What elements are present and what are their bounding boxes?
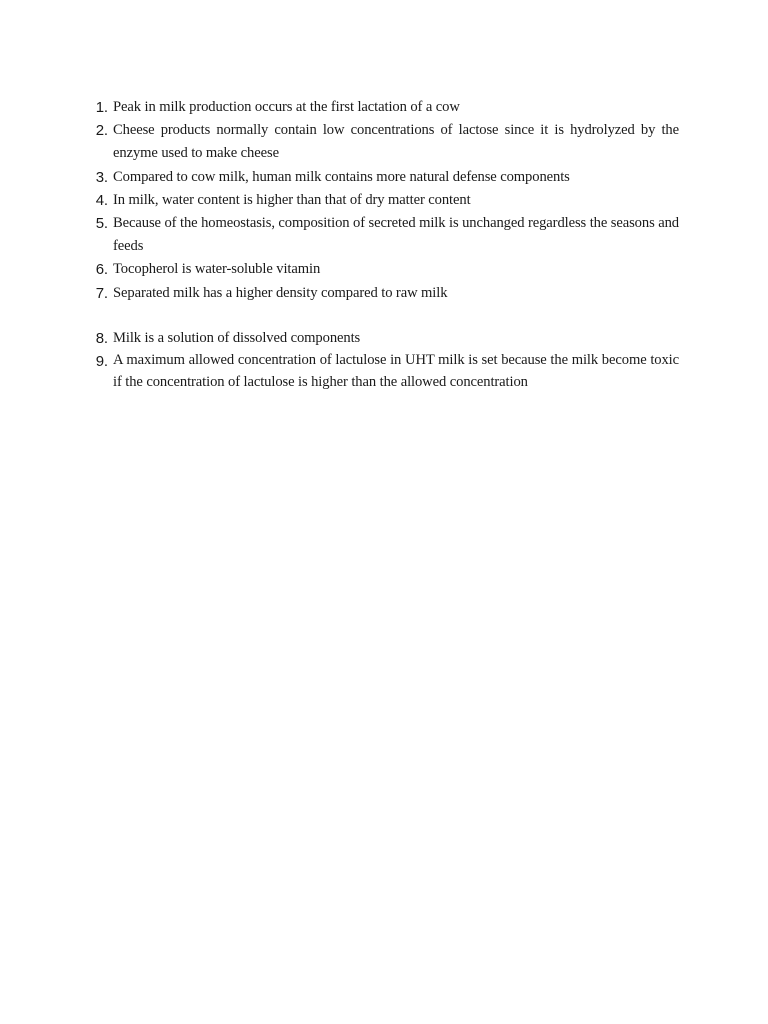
item-number: 5. xyxy=(95,215,108,233)
list-item xyxy=(84,282,684,305)
list-item xyxy=(84,350,684,393)
item-number: 7. xyxy=(95,284,108,302)
item-text: Peak in milk production occurs at the first lactation of a cow xyxy=(113,99,460,115)
list-item xyxy=(84,166,684,189)
list-item xyxy=(84,189,684,212)
item-text: Separated milk has a higher density compared to raw milk xyxy=(113,284,448,301)
list-item xyxy=(84,258,684,281)
list-item xyxy=(84,212,684,258)
item-number: 1. xyxy=(95,99,108,116)
item-number: 8. xyxy=(95,329,108,347)
list-item xyxy=(84,119,684,165)
statement-list xyxy=(84,96,684,393)
item-text: Because of the homeostasis, composition of secreted milk is unchanged regardless the seasons and feeds xyxy=(113,215,679,255)
item-number: 9. xyxy=(95,353,108,371)
list-item xyxy=(84,96,684,119)
item-text: Milk is a solution of dissolved components xyxy=(113,329,361,346)
item-number: 6. xyxy=(95,261,108,279)
item-number: 3. xyxy=(95,168,108,186)
item-text: Tocopherol is water-soluble vitamin xyxy=(113,261,321,278)
item-text: Cheese products normally contain low concentrations of lactose since it is hydrolyzed by the enzyme used to make cheese xyxy=(113,122,679,162)
item-text: A maximum allowed concentration of lactulose in UHT milk is set because the milk become toxic if the concentration of lactulose is higher than the allowed concentration xyxy=(113,352,679,390)
list-item xyxy=(84,327,684,350)
item-number: 4. xyxy=(95,191,108,209)
item-text: Compared to cow milk, human milk contains more natural defense components xyxy=(113,168,570,185)
item-text: In milk, water content is higher than that of dry matter content xyxy=(113,191,471,208)
item-number: 2. xyxy=(95,122,108,140)
